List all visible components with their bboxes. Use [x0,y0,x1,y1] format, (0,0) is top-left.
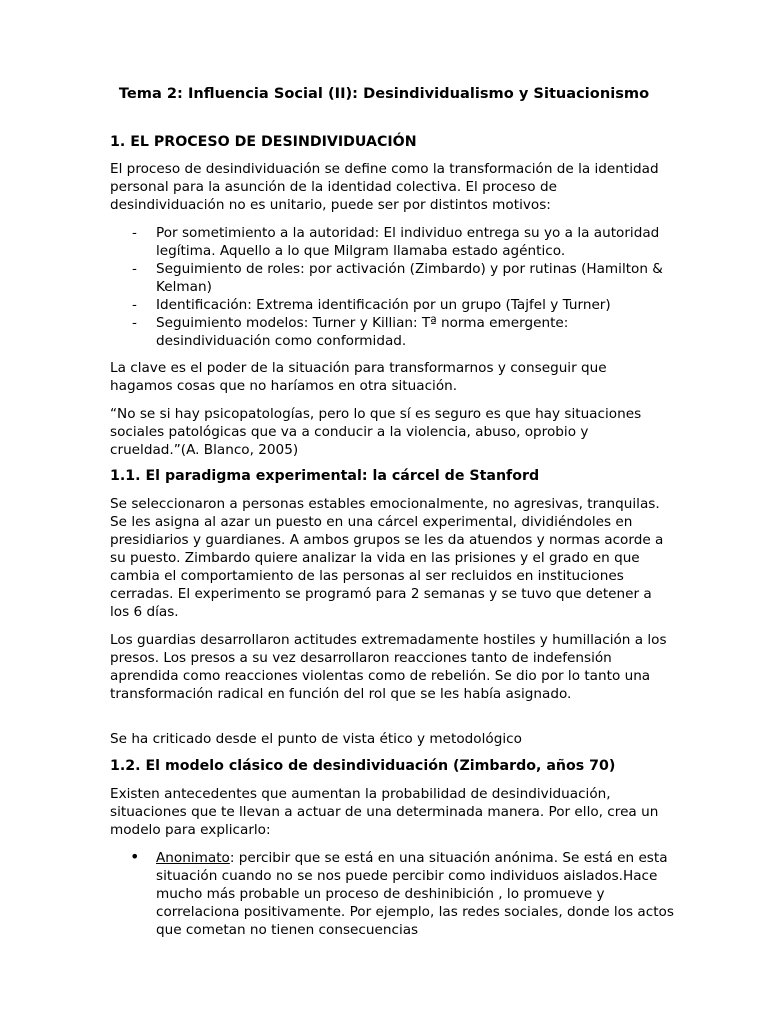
page-title: Tema 2: Influencia Social (II): Desindividualismo y Situacionismo [118,85,650,102]
list-item-text: Por sometimiento a la autoridad: El individuo entrega su yo a la autoridad legítima. Aquello a lo que Milgram llamaba estado agéntico. [156,225,660,259]
dash-marker: - [132,261,137,277]
bullet-marker: • [130,847,140,866]
section-1-intro: El proceso de desindividuación se define como la transformación de la identidad personal para la asunción de la identidad colectiva. El proceso de desindividuación no es unitario, puede ser por distintos motivos: [110,161,659,213]
paragraph: Existen antecedentes que aumentan la probabilidad de desindividuación, situaciones que te llevan a actuar de una determinada manera. Por ello, crea un modelo para explicarlo: [110,786,659,838]
list-item-text: Seguimiento de roles: por activación (Zimbardo) y por rutinas (Hamilton & Kelman) [156,261,663,295]
paragraph: Se ha criticado desde el punto de vista ético y metodológico [110,731,522,747]
quote-paragraph: “No se si hay psicopatologías, pero lo que sí es seguro es que hay situaciones sociales patológicas que va a conducir a la violencia, abuso, oprobio y crueldad.”(A. Blanco, 2005) [110,406,642,458]
section-1-1-heading: 1.1. El paradigma experimental: la cárcel de Stanford [110,468,540,484]
term-definition: : percibir que se está en una situación anónima. Se está en esta situación cuando no se nos puede percibir como individuos aislados.Hace mucho más probable un proceso de deshinibición , lo promueve y correlaciona positivamente. Por ejemplo, las redes sociales, donde los actos que cometan no tienen consecuencias [156,850,674,938]
term-anonimato: Anonimato [156,850,230,866]
list-item-text: Identificación: Extrema identificación por un grupo (Tajfel y Turner) [156,297,611,313]
paragraph: Los guardias desarrollaron actitudes extremadamente hostiles y humillación a los presos. Los presos a su vez desarrollaron reacciones tanto de indefensión aprendida como reacciones violentas como de rebelión. Se dio por lo tanto una transformación radical en función del rol que se les había asignado. [110,632,667,702]
dash-marker: - [132,297,137,313]
section-1-2-heading: 1.2. El modelo clásico de desindividuación (Zimbardo, años 70) [110,758,616,774]
dash-marker: - [132,315,137,331]
paragraph: La clave es el poder de la situación para transformarnos y conseguir que hagamos cosas que no haríamos en otra situación. [110,360,607,394]
list-item-text [156,849,676,939]
section-1-heading: 1. EL PROCESO DE DESINDIVIDUACIÓN [110,134,417,150]
list-item-text: Seguimiento modelos: Turner y Killian: Tª norma emergente: desindividuación como conformidad. [156,315,569,349]
paragraph: Se seleccionaron a personas estables emocionalmente, no agresivas, tranquilas. Se les asigna al azar un puesto en una cárcel experimental, dividiéndoles en presidiarios y guardianes. A ambos grupos se les da atuendos y normas acorde a su puesto. Zimbardo quiere analizar la vida en las prisiones y el grado en que cambia el comportamiento de las personas al ser recluidos en instituciones cerradas. El experimento se programó para 2 semanas y se tuvo que detener a los 6 días. [110,496,664,620]
dash-marker: - [132,225,137,241]
